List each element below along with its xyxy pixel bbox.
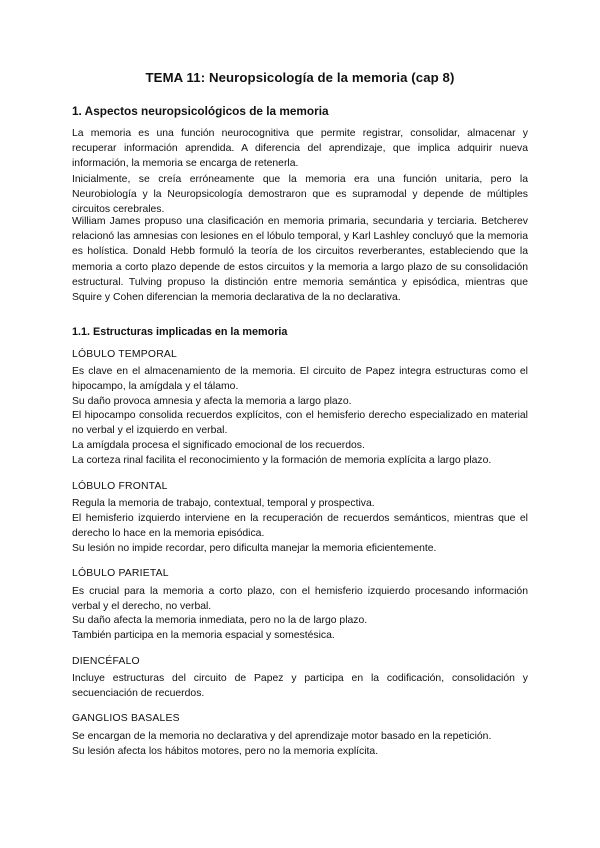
frontal-paragraph: Su lesión no impide recordar, pero dificulta manejar la memoria eficientemente. [72,543,437,554]
ganglios-paragraph: Se encargan de la memoria no declarativa y del aprendizaje motor basado en la repetición. [72,731,492,742]
subsection-title-frontal: LÓBULO FRONTAL [72,481,168,492]
paragraph-memory-history: Inicialmente, se creía erróneamente que la memoria era una función unitaria, pero la Neurobiología y la Neuropsicología demostraron que es supramodal y depende de múltiples circuitos cerebrales. [72,174,528,216]
paragraph-memory-theories: William James propuso una clasificación en memoria primaria, secundaria y terciaria. Betcherev relacionó las amnesias con lesiones en el lóbulo temporal, y Karl Lashley concluyó que la memoria es holística. Donald Hebb formuló la teoría de los circuitos reverberantes, estableciendo que la memoria a corto plazo depende de estos circuitos y la memoria a largo plazo de su consolidación estructural. Tulving propuso la distinción entre memoria semántica y episódica, mientras que Squire y Cohen diferencian la memoria declarativa de la no declarativa. [72,216,528,304]
document-title: TEMA 11: Neuropsicología de la memoria (cap 8) [145,70,455,85]
subsection-title-temporal: LÓBULO TEMPORAL [72,349,178,360]
temporal-paragraph: El hipocampo consolida recuerdos explícitos, con el hemisferio derecho especializado en material no verbal y el izquierdo en verbal. [72,410,528,437]
subsection-title-ganglios-basales: GANGLIOS BASALES [72,713,180,724]
frontal-paragraph: Regula la memoria de trabajo, contextual, temporal y prospectiva. [72,498,375,509]
subsection-title-diencefalo: DIENCÉFALO [72,656,140,667]
section-heading-1-1: 1.1. Estructuras implicadas en la memoria [72,326,288,338]
frontal-paragraph: El hemisferio izquierdo interviene en la recuperación de recuerdos semánticos, mientras que el derecho lo hace en la memoria episódica. [72,513,528,540]
section-heading-1: 1. Aspectos neuropsicológicos de la memoria [72,104,329,118]
ganglios-paragraph: Su lesión afecta los hábitos motores, pero no la memoria explícita. [72,746,379,757]
paragraph-memory-definition: La memoria es una función neurocognitiva que permite registrar, consolidar, almacenar y recuperar información aprendida. A diferencia del aprendizaje, que implica adquirir nueva información, la memoria se encarga de retenerla. [72,128,528,170]
parietal-paragraph: Es crucial para la memoria a corto plazo, con el hemisferio izquierdo procesando información verbal y el derecho, no verbal. [72,586,528,613]
parietal-paragraph: Su daño afecta la memoria inmediata, pero no la de largo plazo. [72,615,368,626]
subsection-title-parietal: LÓBULO PARIETAL [72,568,169,579]
temporal-paragraph: La corteza rinal facilita el reconocimiento y la formación de memoria explícita a largo plazo. [72,455,492,466]
diencefalo-paragraph: Incluye estructuras del circuito de Papez y participa en la codificación, consolidación y secuenciación de recuerdos. [72,673,528,700]
temporal-paragraph: La amígdala procesa el significado emocional de los recuerdos. [72,440,365,451]
temporal-paragraph: Es clave en el almacenamiento de la memoria. El circuito de Papez integra estructuras como el hipocampo, la amígdala y el tálamo. [72,366,528,393]
parietal-paragraph: También participa en la memoria espacial y somestésica. [72,630,335,641]
temporal-paragraph: Su daño provoca amnesia y afecta la memoria a largo plazo. [72,396,352,407]
